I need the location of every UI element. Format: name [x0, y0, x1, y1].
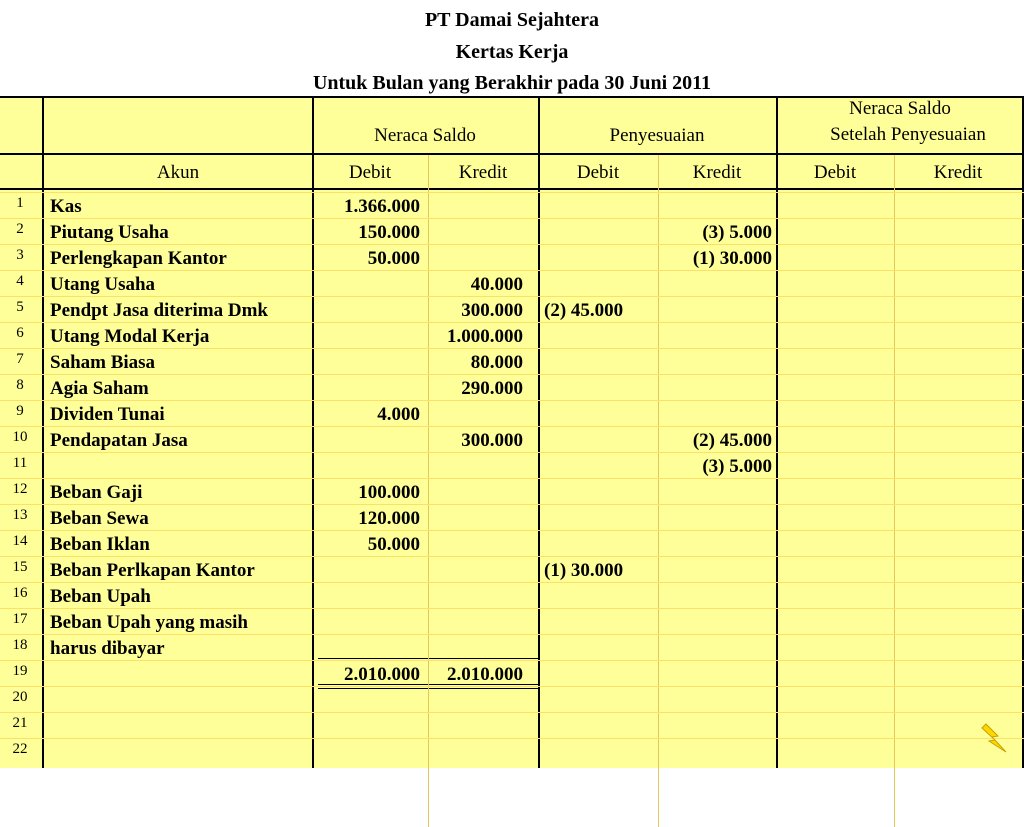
table-row [0, 687, 1024, 713]
group-neraca-saldo: Neraca Saldo [374, 125, 476, 146]
grid-row-line [0, 426, 1024, 427]
row-number: 5 [16, 299, 24, 315]
grid-row-line [0, 504, 1024, 505]
row-number: 21 [12, 715, 28, 731]
group-adjusted-line1: Neraca Saldo [849, 98, 951, 119]
grid-row-line [0, 530, 1024, 531]
grid-row-line [0, 738, 1024, 739]
grid-row-line [0, 582, 1024, 583]
row-number: 1 [16, 195, 24, 211]
ns-debit-value: 4.000 [377, 404, 420, 425]
company-title: PT Damai Sejahtera [424, 9, 600, 31]
ns-debit-value: 2.010.000 [344, 664, 420, 685]
row-number: 18 [12, 637, 28, 653]
grid-vertical-line [538, 96, 540, 768]
row-number: 6 [16, 325, 24, 341]
grid-row-line [0, 192, 1024, 193]
account-name: Dividen Tunai [50, 404, 165, 425]
account-name: Saham Biasa [50, 352, 156, 373]
adj-kredit-value: (3) 5.000 [702, 456, 772, 477]
account-name: Pendapatan Jasa [50, 430, 188, 451]
document-title: Kertas Kerja [455, 41, 569, 63]
ns-kredit-value: 300.000 [461, 300, 523, 321]
table-row [0, 375, 1024, 401]
grid-row-line [0, 218, 1024, 219]
account-name: Beban Upah yang masih [50, 612, 248, 633]
grid-row-line [0, 270, 1024, 271]
grid-vertical-line [428, 155, 429, 827]
group-adjusted-line2: Setelah Penyesuaian [830, 124, 986, 145]
table-row [0, 713, 1024, 739]
subheader-divider [0, 188, 1024, 190]
table-row [0, 479, 1024, 505]
grid-row-line [0, 322, 1024, 323]
table-row [0, 349, 1024, 375]
ns-debit-value: 50.000 [367, 534, 420, 555]
account-name: Utang Modal Kerja [50, 326, 210, 347]
account-name: Perlengkapan Kantor [50, 248, 227, 269]
period-title: Untuk Bulan yang Berakhir pada 30 Juni 2011 [312, 72, 712, 94]
grid-row-line [0, 452, 1024, 453]
row-number: 2 [16, 221, 24, 237]
table-row [0, 583, 1024, 609]
row-number: 12 [12, 481, 28, 497]
table-row [0, 531, 1024, 557]
grid-row-line [0, 712, 1024, 713]
ns-debit-value: 50.000 [367, 248, 420, 269]
ns-kredit-value: 80.000 [470, 352, 523, 373]
grid-row-line [0, 608, 1024, 609]
grid-row-line [0, 374, 1024, 375]
account-name: Beban Sewa [50, 508, 149, 529]
grid-row-line [0, 556, 1024, 557]
row-number: 16 [12, 585, 28, 601]
grid-vertical-line [776, 96, 778, 768]
ns-debit-value: 120.000 [358, 508, 420, 529]
col-akun: Akun [156, 162, 200, 183]
table-row [0, 427, 1024, 453]
grid-vertical-line [312, 96, 314, 768]
grid-row-line [0, 348, 1024, 349]
account-name: Utang Usaha [50, 274, 156, 295]
ns-debit-value: 150.000 [358, 222, 420, 243]
account-name: Beban Upah [50, 586, 151, 607]
table-row [0, 739, 1024, 765]
account-name: Beban Perlkapan Kantor [50, 560, 255, 581]
grid-vertical-line [894, 155, 895, 827]
row-number: 9 [16, 403, 24, 419]
ns-debit-value: 1.366.000 [344, 196, 420, 217]
table-row [0, 453, 1024, 479]
col-adj-kredit: Kredit [692, 162, 742, 183]
ns-kredit-value: 1.000.000 [447, 326, 523, 347]
col-nsp-kredit: Kredit [933, 162, 983, 183]
table-row [0, 219, 1024, 245]
adj-kredit-value: (3) 5.000 [702, 222, 772, 243]
adj-debit-value: (2) 45.000 [544, 300, 624, 321]
grid-row-line [0, 478, 1024, 479]
table-row [0, 193, 1024, 219]
col-nsp-debit: Debit [813, 162, 857, 183]
adj-debit-value: (1) 30.000 [544, 560, 624, 581]
row-number: 8 [16, 377, 24, 393]
row-number: 4 [16, 273, 24, 289]
row-number: 13 [12, 507, 28, 523]
table-row [0, 323, 1024, 349]
table-row [0, 635, 1024, 661]
table-row [0, 297, 1024, 323]
ns-kredit-value: 40.000 [470, 274, 523, 295]
col-adj-debit: Debit [576, 162, 620, 183]
account-name: Beban Iklan [50, 534, 150, 555]
row-number: 20 [12, 689, 28, 705]
col-ns-debit: Debit [348, 162, 392, 183]
grid-row-line [0, 660, 1024, 661]
ns-kredit-value: 2.010.000 [447, 664, 523, 685]
worksheet [0, 96, 1024, 768]
table-row [0, 505, 1024, 531]
grid-row-line [0, 244, 1024, 245]
row-number: 17 [12, 611, 28, 627]
account-name: Agia Saham [50, 378, 149, 399]
row-number: 10 [12, 429, 28, 445]
row-number: 11 [12, 455, 28, 471]
row-number: 22 [12, 741, 28, 757]
row-number: 7 [16, 351, 24, 367]
adj-kredit-value: (2) 45.000 [692, 430, 772, 451]
col-ns-kredit: Kredit [458, 162, 508, 183]
grid-vertical-line [658, 155, 659, 827]
grid-row-line [0, 634, 1024, 635]
row-number: 19 [12, 663, 28, 679]
grid-row-line [0, 400, 1024, 401]
table-row [0, 609, 1024, 635]
account-name: Piutang Usaha [50, 222, 169, 243]
account-name: harus dibayar [50, 638, 165, 659]
account-name: Pendpt Jasa diterima Dmk [50, 300, 268, 321]
ns-kredit-value: 300.000 [461, 430, 523, 451]
table-row [0, 401, 1024, 427]
header-divider [0, 153, 1024, 155]
account-name: Kas [50, 196, 82, 217]
row-number: 14 [12, 533, 28, 549]
grid-row-line [0, 686, 1024, 687]
table-row [0, 271, 1024, 297]
ns-kredit-value: 290.000 [461, 378, 523, 399]
row-number: 3 [16, 247, 24, 263]
table-row [0, 661, 1024, 687]
table-row [0, 557, 1024, 583]
ns-debit-value: 100.000 [358, 482, 420, 503]
table-row [0, 245, 1024, 271]
row-number: 15 [12, 559, 28, 575]
group-penyesuaian: Penyesuaian [609, 125, 705, 146]
lightning-icon [980, 722, 1010, 756]
grid-row-line [0, 296, 1024, 297]
grid-vertical-line [42, 96, 44, 768]
account-name: Beban Gaji [50, 482, 143, 503]
adj-kredit-value: (1) 30.000 [692, 248, 772, 269]
